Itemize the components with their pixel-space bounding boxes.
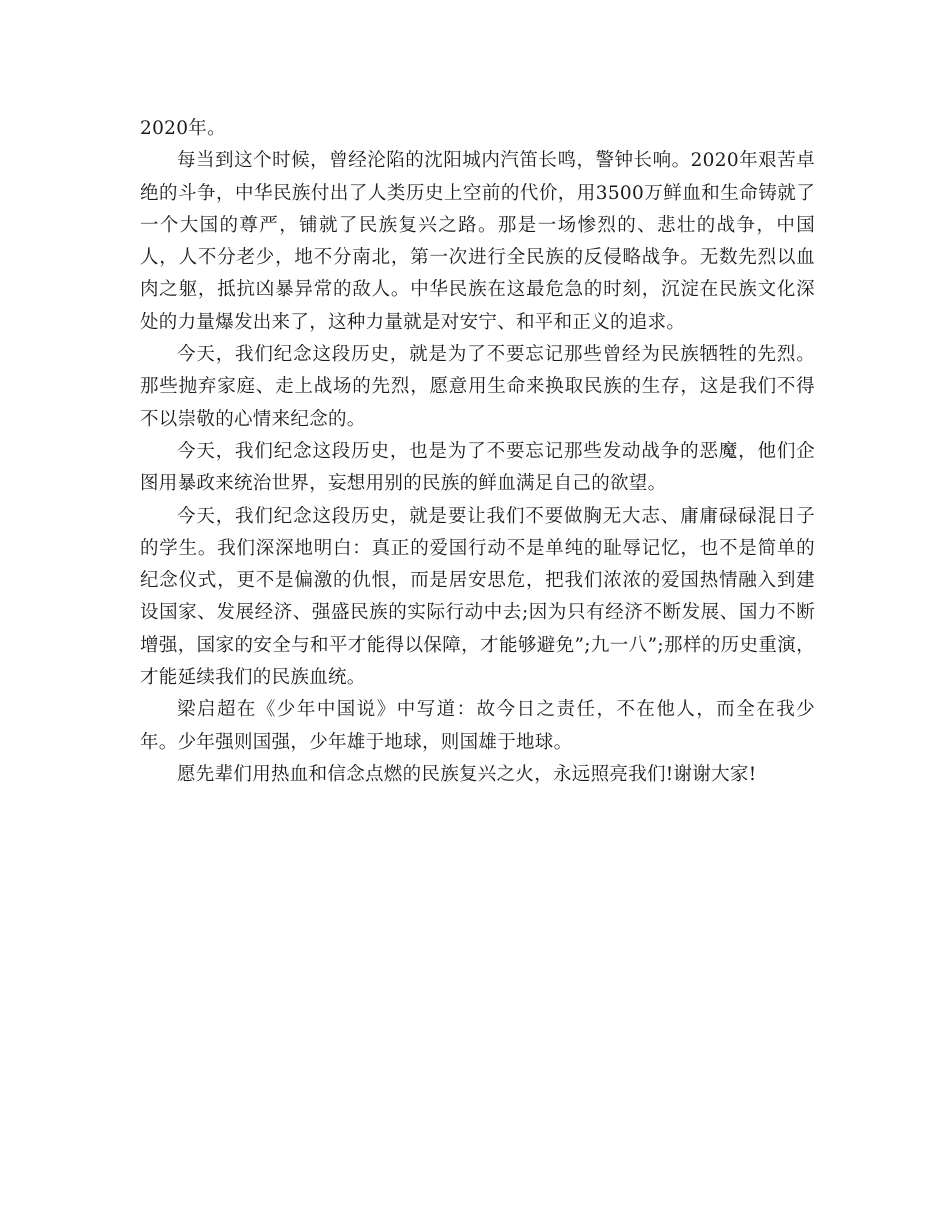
document-body (140, 113, 815, 791)
paragraph-3: 今天，我们纪念这段历史，就是为了不要忘记那些曾经为民族牺牲的先烈。那些抛弃家庭、走上战场的先烈，愿意用生命来换取民族的生存，这是我们不得不以崇敬的心情来纪念的。 (140, 344, 815, 430)
paragraph-4: 今天，我们纪念这段历史，也是为了不要忘记那些发动战争的恶魔，他们企图用暴政来统治世界，妄想用别的民族的鲜血满足自己的欲望。 (140, 440, 815, 495)
paragraph-7: 愿先辈们用热血和信念点燃的民族复兴之火，永远照亮我们!谢谢大家! (177, 763, 757, 785)
paragraph-2: 每当到这个时候，曾经沦陷的沈阳城内汽笛长鸣，警钟长响。2020年艰苦卓绝的斗争，中华民族付出了人类历史上空前的代价，用3500万鲜血和生命铸就了一个大国的尊严，铺就了民族复兴之路。那是一场惨烈的、悲壮的战争，中国人，人不分老少，地不分南北，第一次进行全民族的反侵略战争。无数先烈以血肉之躯，抵抗凶暴异常的敌人。中华民族在这最危急的时刻，沉淀在民族文化深处的力量爆发出来了，这种力量就是对安宁、和平和正义的追求。 (140, 150, 815, 333)
paragraph-1: 2020年。 (140, 118, 226, 139)
paragraph-6: 梁启超在《少年中国说》中写道：故今日之责任，不在他人，而全在我少年。少年强则国强，少年雄于地球，则国雄于地球。 (140, 699, 815, 753)
paragraph-5: 今天，我们纪念这段历史，就是要让我们不要做胸无大志、庸庸碌碌混日子的学生。我们深深地明白：真正的爱国行动不是单纯的耻辱记忆，也不是简单的纪念仪式，更不是偏激的仇恨，而是居安思危，把我们浓浓的爱国热情融入到建设国家、发展经济、强盛民族的实际行动中去;因为只有经济不断发展、国力不断增强，国家的安全与和平才能得以保障，才能够避免”;九一八”;那样的历史重演，才能延续我们的民族血统。 (140, 505, 815, 689)
